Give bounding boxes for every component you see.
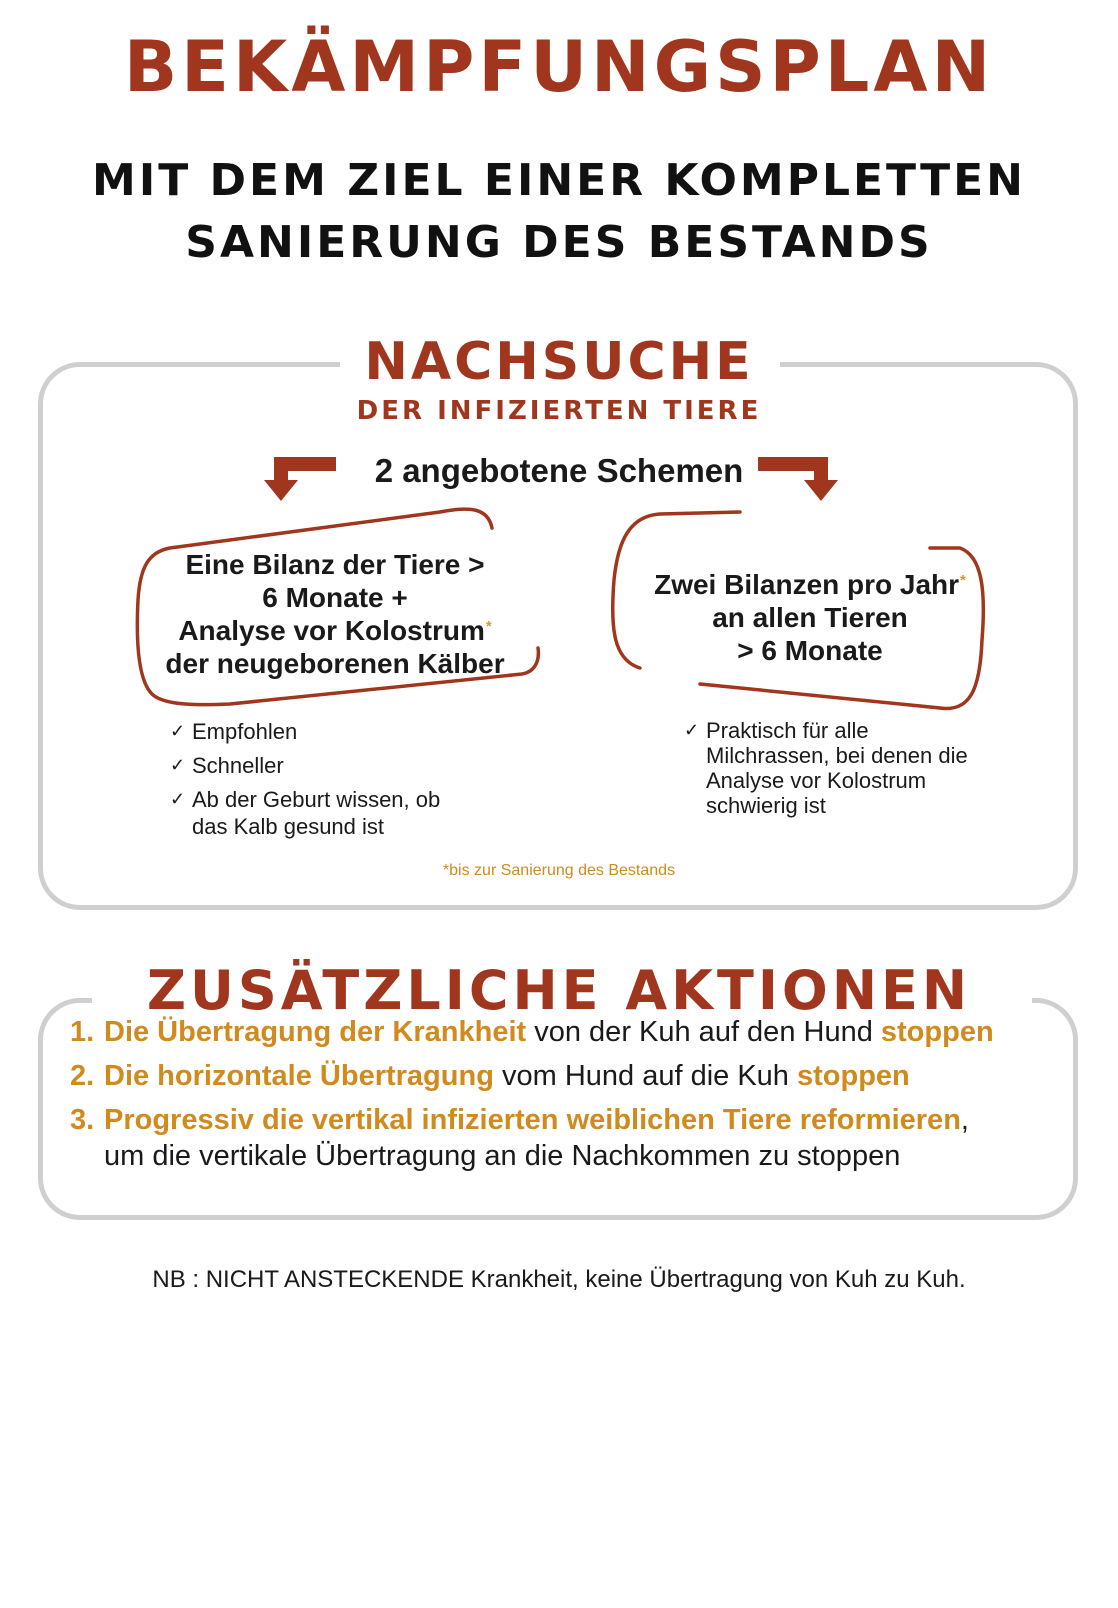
check-icon: ✓ bbox=[170, 755, 186, 775]
search-section-title: NACHSUCHE bbox=[364, 332, 754, 392]
scheme-right-text bbox=[640, 568, 980, 667]
action-item bbox=[70, 1058, 1070, 1094]
action-number: 2. bbox=[70, 1060, 95, 1092]
list-item bbox=[170, 752, 470, 779]
footnote-asterisk: * bbox=[485, 618, 492, 635]
action-text-continued: um die vertikale Übertragung an die Nachkommen zu stoppen bbox=[104, 1140, 901, 1172]
scheme-left-line-1: Eine Bilanz der Tiere > bbox=[185, 549, 485, 580]
scheme-left-line-2: 6 Monate + bbox=[262, 582, 408, 613]
action-highlight: Die horizontale Übertragung bbox=[104, 1060, 494, 1092]
footnote: *bis zur Sanierung des Bestands bbox=[442, 862, 676, 879]
list-item bbox=[170, 786, 470, 840]
check-icon: ✓ bbox=[684, 720, 700, 740]
action-text: vom Hund auf die Kuh bbox=[493, 1060, 797, 1092]
scheme-left-line-3-text: Analyse vor Kolostrum bbox=[178, 615, 485, 646]
page-title: BEKÄMPFUNGSPLAN bbox=[123, 26, 995, 108]
scheme-right-benefits bbox=[684, 718, 984, 825]
check-icon: ✓ bbox=[170, 721, 186, 741]
actions-section-title: ZUSÄTZLICHE AKTIONEN bbox=[146, 959, 972, 1022]
scheme-right-line-1-text: Zwei Bilanzen pro Jahr bbox=[654, 569, 960, 600]
scheme-right-line-1 bbox=[640, 568, 980, 601]
benefit-text: Empfohlen bbox=[192, 719, 298, 744]
scheme-left-line-3 bbox=[130, 614, 540, 647]
arrow-left-down-icon bbox=[264, 457, 336, 501]
scheme-left-line-4: der neugeborenen Kälber bbox=[165, 648, 505, 679]
check-icon: ✓ bbox=[170, 789, 186, 809]
arrow-right-down-icon bbox=[758, 457, 838, 501]
action-number: 3. bbox=[70, 1104, 95, 1136]
action-text: , bbox=[960, 1104, 969, 1136]
scheme-left-text bbox=[130, 548, 540, 680]
scheme-left-benefits bbox=[170, 718, 470, 847]
benefit-text: Praktisch für alle Milchrassen, bei denen die Analyse vor Kolostrum schwierig ist bbox=[706, 718, 968, 818]
note: NB : NICHT ANSTECKENDE Krankheit, keine Übertragung von Kuh zu Kuh. bbox=[152, 1266, 966, 1293]
actions-list bbox=[70, 1014, 1070, 1182]
action-highlight: stoppen bbox=[880, 1016, 994, 1048]
benefit-text: Schneller bbox=[192, 753, 284, 778]
benefit-text: Ab der Geburt wissen, ob das Kalb gesund ist bbox=[192, 787, 441, 839]
search-section-subtitle: DER INFIZIERTEN TIERE bbox=[356, 396, 762, 426]
action-text: von der Kuh auf den Hund bbox=[526, 1016, 881, 1048]
list-item bbox=[170, 718, 470, 745]
action-highlight: Progressiv die vertikal infizierten weiblichen Tiere reformieren bbox=[104, 1104, 961, 1136]
scheme-right-line-3: > 6 Monate bbox=[737, 635, 883, 666]
action-item bbox=[70, 1014, 1070, 1050]
action-item bbox=[70, 1102, 1070, 1174]
schemes-label: 2 angebotene Schemen bbox=[374, 452, 744, 489]
subtitle-line-2: SANIERUNG DES BESTANDS bbox=[185, 217, 933, 268]
action-highlight: stoppen bbox=[797, 1060, 910, 1092]
footnote-asterisk: * bbox=[960, 572, 966, 589]
list-item bbox=[684, 718, 984, 818]
subtitle-line-1: MIT DEM ZIEL EINER KOMPLETTEN bbox=[92, 155, 1026, 206]
scheme-right-line-2: an allen Tieren bbox=[712, 602, 908, 633]
action-number: 1. bbox=[70, 1016, 95, 1048]
action-highlight: Die Übertragung der Krankheit bbox=[104, 1016, 527, 1048]
